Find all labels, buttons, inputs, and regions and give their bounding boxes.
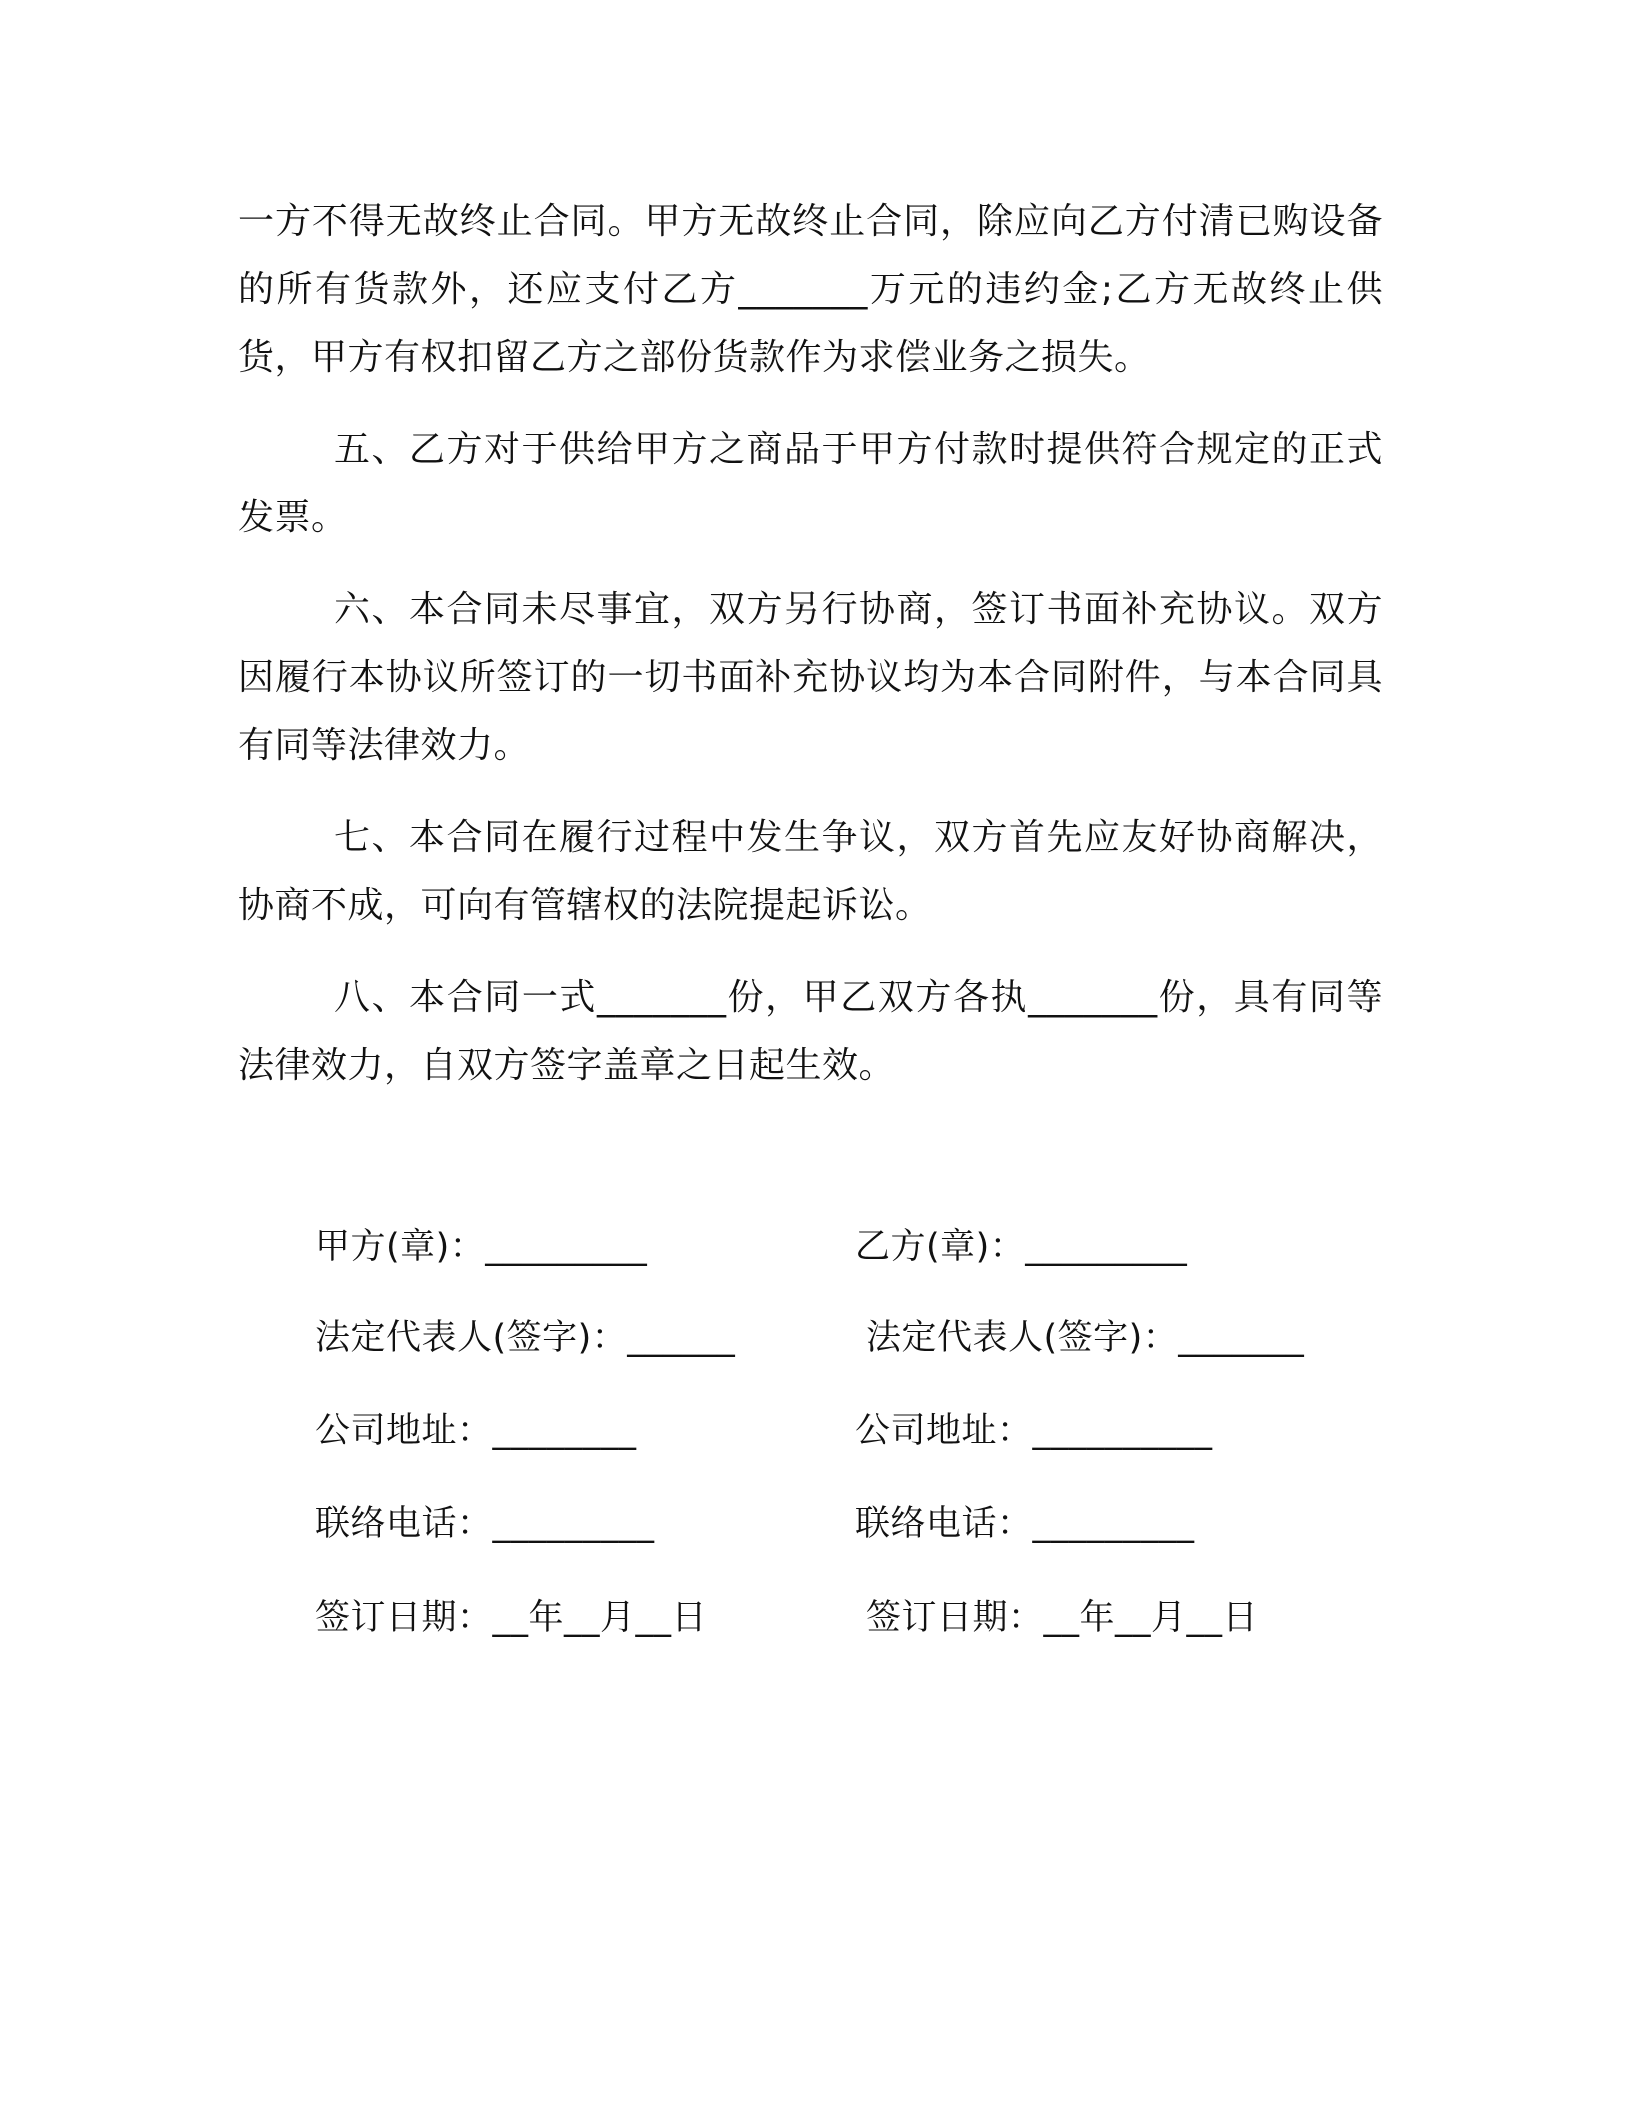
party-b-date-line: 签订日期：__年__月__日 bbox=[866, 1598, 1259, 1638]
party-a-address-line: 公司地址：________ bbox=[315, 1411, 637, 1451]
party-b-seal-line: 乙方(章)：_________ bbox=[855, 1227, 1188, 1267]
paragraph-clause-7-dispute: 七、本合同在履行过程中发生争议，双方首先应友好协商解决，协商不成，可向有管辖权的法院提起诉讼。 bbox=[238, 817, 1383, 926]
contract-body bbox=[238, 188, 1383, 1124]
party-b-phone-line: 联络电话：_________ bbox=[855, 1504, 1195, 1544]
party-a-phone-line: 联络电话：_________ bbox=[315, 1504, 655, 1544]
party-a-seal-line: 甲方(章)：_________ bbox=[315, 1227, 648, 1267]
party-b-address-line: 公司地址：__________ bbox=[855, 1411, 1213, 1451]
party-a-representative-line: 法定代表人(签字)：______ bbox=[315, 1318, 736, 1358]
party-a-date-line: 签订日期：__年__月__日 bbox=[315, 1598, 708, 1638]
paragraph-clause-8-copies: 八、本合同一式_______份，甲乙双方各执_______份，具有同等法律效力，自双方签字盖章之日起生效。 bbox=[238, 977, 1383, 1086]
paragraph-clause-6-supplement: 六、本合同未尽事宜，双方另行协商，签订书面补充协议。双方因履行本协议所签订的一切书面补充协议均为本合同附件，与本合同具有同等法律效力。 bbox=[238, 589, 1383, 766]
paragraph-termination-clause: 一方不得无故终止合同。甲方无故终止合同，除应向乙方付清已购设备的所有货款外，还应支付乙方_______万元的违约金;乙方无故终止供货，甲方有权扣留乙方之部份货款作为求偿业务之损失。 bbox=[238, 201, 1383, 378]
party-b-representative-line: 法定代表人(签字)：_______ bbox=[866, 1318, 1305, 1358]
paragraph-clause-5-invoice: 五、乙方对于供给甲方之商品于甲方付款时提供符合规定的正式发票。 bbox=[238, 429, 1383, 538]
